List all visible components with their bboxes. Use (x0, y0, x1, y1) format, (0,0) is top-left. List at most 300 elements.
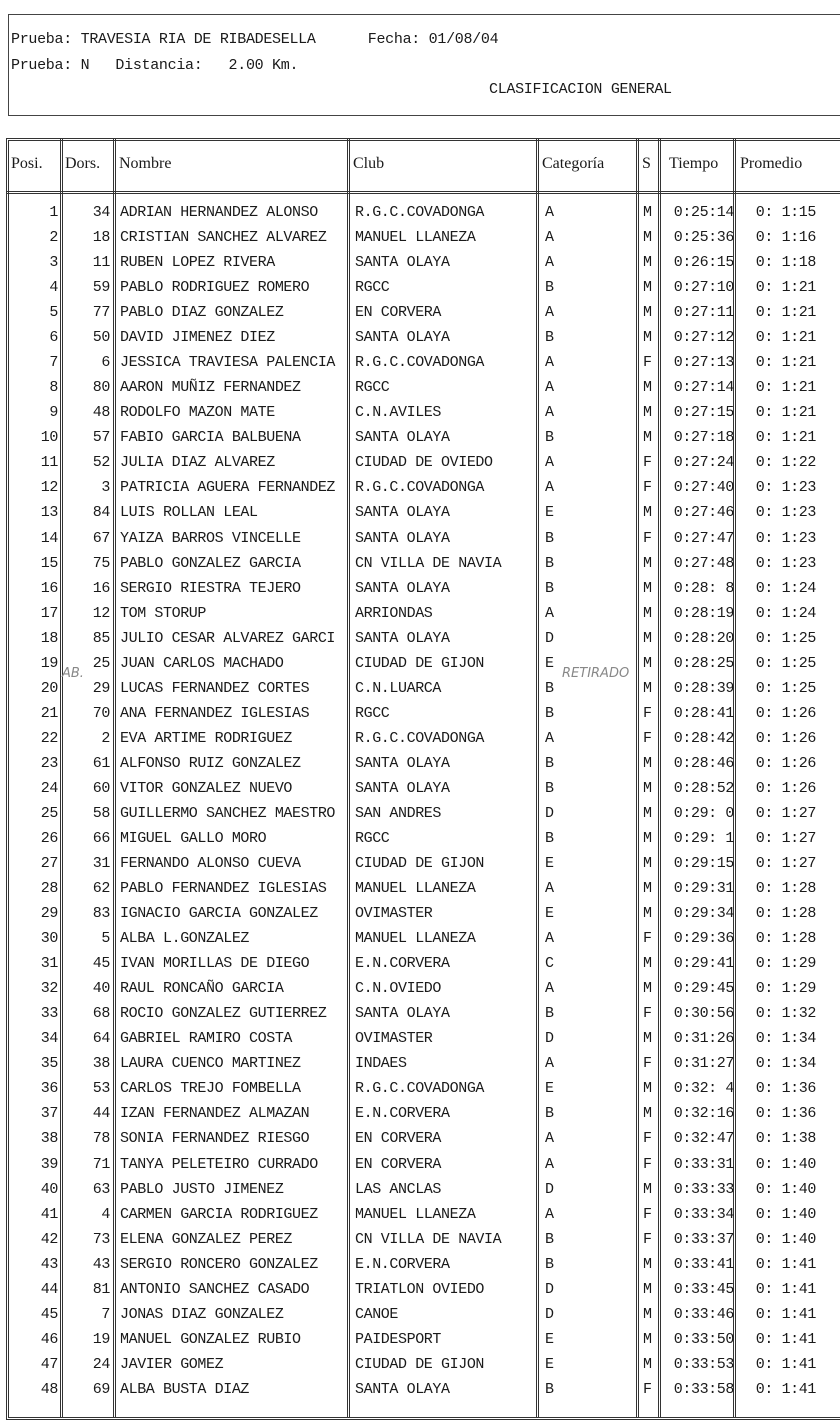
classification-title: CLASIFICACION GENERAL (489, 81, 672, 98)
cell-club: R.G.C.COVADONGA (355, 354, 485, 372)
cell-club: CN VILLA DE NAVIA (355, 554, 502, 572)
cell-bib: 57 (92, 429, 110, 447)
cell-name: DAVID JIMENEZ DIEZ (120, 329, 275, 347)
cell-pace: 0: 1:32 (755, 1005, 816, 1023)
cell-pace: 0: 1:24 (755, 579, 816, 597)
cell-name: FERNANDO ALONSO CUEVA (120, 855, 301, 873)
cell-position: 37 (40, 1105, 58, 1123)
table-row (0, 504, 840, 529)
cell-sex: M (643, 254, 652, 272)
cell-category: A (545, 604, 554, 622)
table-row (0, 1206, 840, 1231)
cell-sex: F (643, 354, 652, 372)
document-header (8, 14, 840, 116)
cell-club: C.N.LUARCA (355, 679, 442, 697)
cell-category: A (545, 1205, 554, 1223)
cell-club: SANTA OLAYA (355, 429, 450, 447)
table-row (0, 1156, 840, 1181)
cell-position: 12 (40, 479, 58, 497)
cell-sex: F (643, 454, 652, 472)
cell-position: 46 (40, 1330, 58, 1348)
cell-position: 22 (40, 729, 58, 747)
table-row (0, 229, 840, 254)
cell-bib: 58 (92, 804, 110, 822)
cell-club: SANTA OLAYA (355, 779, 450, 797)
cell-club: SAN ANDRES (355, 804, 442, 822)
cell-sex: M (643, 379, 652, 397)
cell-club: EN CORVERA (355, 1155, 442, 1173)
cell-bib: 4 (101, 1205, 110, 1223)
cell-time: 0:28:52 (673, 779, 734, 797)
handwritten-note: RETIRADO (562, 666, 630, 681)
cell-time: 0:27:11 (673, 304, 734, 322)
cell-time: 0:26:15 (673, 254, 734, 272)
cell-sex: F (643, 729, 652, 747)
cell-category: A (545, 229, 554, 247)
cell-pace: 0: 1:18 (755, 254, 816, 272)
cell-sex: F (643, 1230, 652, 1248)
cell-name: RODOLFO MAZON MATE (120, 404, 275, 422)
cell-category: D (545, 1030, 554, 1048)
cell-bib: 2 (101, 729, 110, 747)
cell-position: 15 (40, 554, 58, 572)
cell-pace: 0: 1:34 (755, 1030, 816, 1048)
cell-pace: 0: 1:22 (755, 454, 816, 472)
cell-bib: 62 (92, 880, 110, 898)
cell-time: 0:29:15 (673, 855, 734, 873)
cell-club: R.G.C.COVADONGA (355, 1080, 485, 1098)
cell-time: 0:28:19 (673, 604, 734, 622)
cell-sex: M (643, 779, 652, 797)
cell-club: INDAES (355, 1055, 407, 1073)
table-row (0, 730, 840, 755)
cell-club: C.N.OVIEDO (355, 980, 442, 998)
cell-pace: 0: 1:41 (755, 1255, 816, 1273)
cell-pace: 0: 1:29 (755, 980, 816, 998)
cell-bib: 83 (92, 905, 110, 923)
cell-sex: M (643, 579, 652, 597)
cell-pace: 0: 1:23 (755, 554, 816, 572)
cell-position: 14 (40, 529, 58, 547)
col-header-categoria: Categoría (542, 155, 605, 172)
cell-pace: 0: 1:16 (755, 229, 816, 247)
cell-pace: 0: 1:24 (755, 604, 816, 622)
cell-time: 0:33:34 (673, 1205, 734, 1223)
cell-category: E (545, 1355, 554, 1373)
cell-bib: 7 (101, 1305, 110, 1323)
cell-pace: 0: 1:27 (755, 855, 816, 873)
cell-category: A (545, 204, 554, 221)
cell-pace: 0: 1:23 (755, 529, 816, 547)
cell-sex: M (643, 604, 652, 622)
cell-bib: 81 (92, 1280, 110, 1298)
cell-position: 26 (40, 830, 58, 847)
cell-position: 36 (40, 1080, 58, 1098)
cell-category: D (545, 1180, 554, 1198)
cell-name: PABLO GONZALEZ GARCIA (120, 554, 301, 572)
cell-position: 44 (40, 1280, 58, 1298)
cell-name: FABIO GARCIA BALBUENA (120, 429, 301, 447)
cell-name: MIGUEL GALLO MORO (120, 830, 267, 847)
cell-pace: 0: 1:25 (755, 629, 816, 647)
cell-bib: 18 (92, 229, 110, 247)
cell-category: C (545, 955, 554, 973)
cell-position: 21 (40, 704, 58, 722)
cell-sex: M (643, 654, 652, 672)
cell-pace: 0: 1:25 (755, 679, 816, 697)
cell-bib: 60 (92, 779, 110, 797)
cell-category: A (545, 479, 554, 497)
cell-sex: M (643, 905, 652, 923)
table-row (0, 1105, 840, 1130)
cell-category: A (545, 1055, 554, 1073)
col-header-dors: Dors. (65, 155, 101, 172)
cell-time: 0:33:41 (673, 1255, 734, 1273)
cell-club: LAS ANCLAS (355, 1180, 442, 1198)
cell-time: 0:33:58 (673, 1380, 734, 1398)
cell-pace: 0: 1:21 (755, 354, 816, 372)
cell-club: RGCC (355, 279, 390, 297)
cell-category: B (545, 1255, 554, 1273)
cell-club: C.N.AVILES (355, 404, 442, 422)
table-row (0, 454, 840, 479)
cell-name: EVA ARTIME RODRIGUEZ (120, 729, 293, 747)
cell-category: B (545, 279, 554, 297)
cell-sex: F (643, 1055, 652, 1073)
cell-name: ROCIO GONZALEZ GUTIERREZ (120, 1005, 327, 1023)
cell-time: 0:32:16 (673, 1105, 734, 1123)
cell-time: 0:27:10 (673, 279, 734, 297)
cell-bib: 73 (92, 1230, 110, 1248)
cell-sex: M (643, 679, 652, 697)
table-row (0, 1306, 840, 1331)
cell-time: 0:27:40 (673, 479, 734, 497)
cell-name: ALBA L.GONZALEZ (120, 930, 250, 948)
cell-position: 45 (40, 1305, 58, 1323)
cell-name: ANA FERNANDEZ IGLESIAS (120, 704, 310, 722)
cell-club: SANTA OLAYA (355, 504, 450, 522)
cell-sex: M (643, 404, 652, 422)
table-row (0, 955, 840, 980)
table-row (0, 855, 840, 880)
cell-time: 0:27:48 (673, 554, 734, 572)
table-row (0, 1331, 840, 1356)
cell-name: ADRIAN HERNANDEZ ALONSO (120, 204, 318, 221)
cell-bib: 77 (92, 304, 110, 322)
table-row (0, 1055, 840, 1080)
cell-name: ALBA BUSTA DIAZ (120, 1380, 250, 1398)
cell-position: 11 (40, 454, 58, 472)
cell-pace: 0: 1:38 (755, 1130, 816, 1148)
table-row (0, 680, 840, 705)
cell-name: CARMEN GARCIA RODRIGUEZ (120, 1205, 318, 1223)
cell-sex: M (643, 1030, 652, 1048)
cell-category: B (545, 704, 554, 722)
cell-bib: 69 (92, 1380, 110, 1398)
table-row (0, 1030, 840, 1055)
cell-time: 0:28:41 (673, 704, 734, 722)
cell-category: B (545, 779, 554, 797)
cell-bib: 63 (92, 1180, 110, 1198)
cell-club: OVIMASTER (355, 1030, 433, 1048)
cell-sex: M (643, 1305, 652, 1323)
cell-category: E (545, 654, 554, 672)
cell-time: 0:27:18 (673, 429, 734, 447)
table-row (0, 1231, 840, 1256)
cell-time: 0:29:31 (673, 880, 734, 898)
cell-time: 0:27:46 (673, 504, 734, 522)
cell-pace: 0: 1:28 (755, 880, 816, 898)
cell-sex: M (643, 329, 652, 347)
col-header-tiempo: Tiempo (669, 155, 719, 172)
cell-pace: 0: 1:29 (755, 955, 816, 973)
cell-name: JAVIER GOMEZ (120, 1355, 224, 1373)
cell-name: CARLOS TREJO FOMBELLA (120, 1080, 301, 1098)
cell-club: RGCC (355, 704, 390, 722)
cell-bib: 34 (92, 204, 110, 221)
cell-bib: 19 (92, 1330, 110, 1348)
cell-pace: 0: 1:41 (755, 1305, 816, 1323)
cell-sex: M (643, 304, 652, 322)
cell-bib: 59 (92, 279, 110, 297)
cell-pace: 0: 1:27 (755, 804, 816, 822)
cell-bib: 40 (92, 980, 110, 998)
table-row (0, 930, 840, 955)
col-header-club: Club (353, 155, 385, 172)
cell-time: 0:25:36 (673, 229, 734, 247)
cell-bib: 16 (92, 579, 110, 597)
handwritten-note: AB. (62, 666, 84, 681)
cell-pace: 0: 1:21 (755, 379, 816, 397)
cell-bib: 70 (92, 704, 110, 722)
cell-bib: 3 (101, 479, 110, 497)
cell-sex: M (643, 754, 652, 772)
cell-name: IGNACIO GARCIA GONZALEZ (120, 905, 318, 923)
table-row (0, 1381, 840, 1406)
cell-club: CIUDAD DE GIJON (355, 654, 485, 672)
cell-position: 43 (40, 1255, 58, 1273)
cell-category: A (545, 379, 554, 397)
cell-sex: M (643, 229, 652, 247)
cell-pace: 0: 1:26 (755, 729, 816, 747)
cell-club: SANTA OLAYA (355, 529, 450, 547)
table-row (0, 354, 840, 379)
table-row (0, 1256, 840, 1281)
cell-time: 0:28:25 (673, 654, 734, 672)
cell-sex: F (643, 529, 652, 547)
cell-position: 16 (40, 579, 58, 597)
cell-sex: F (643, 1155, 652, 1173)
cell-position: 17 (40, 604, 58, 622)
cell-time: 0:28:46 (673, 754, 734, 772)
table-row (0, 705, 840, 730)
cell-sex: M (643, 1280, 652, 1298)
cell-category: A (545, 980, 554, 998)
cell-bib: 84 (92, 504, 110, 522)
cell-position: 3 (49, 254, 58, 272)
cell-name: SERGIO RONCERO GONZALEZ (120, 1255, 318, 1273)
cell-bib: 44 (92, 1105, 110, 1123)
cell-club: MANUEL LLANEZA (355, 1205, 476, 1223)
cell-bib: 68 (92, 1005, 110, 1023)
cell-sex: M (643, 554, 652, 572)
cell-club: SANTA OLAYA (355, 329, 450, 347)
cell-position: 20 (40, 679, 58, 697)
cell-time: 0:33:31 (673, 1155, 734, 1173)
cell-sex: F (643, 1005, 652, 1023)
cell-pace: 0: 1:25 (755, 654, 816, 672)
cell-club: SANTA OLAYA (355, 579, 450, 597)
cell-category: E (545, 1080, 554, 1098)
table-row (0, 1130, 840, 1155)
cell-position: 38 (40, 1130, 58, 1148)
cell-pace: 0: 1:40 (755, 1205, 816, 1223)
table-row (0, 530, 840, 555)
cell-position: 34 (40, 1030, 58, 1048)
cell-sex: F (643, 1130, 652, 1148)
cell-time: 0:30:56 (673, 1005, 734, 1023)
cell-pace: 0: 1:26 (755, 779, 816, 797)
cell-pace: 0: 1:40 (755, 1155, 816, 1173)
cell-club: E.N.CORVERA (355, 1105, 450, 1123)
cell-position: 7 (49, 354, 58, 372)
cell-category: A (545, 304, 554, 322)
cell-name: LUCAS FERNANDEZ CORTES (120, 679, 310, 697)
cell-bib: 78 (92, 1130, 110, 1148)
cell-name: LAURA CUENCO MARTINEZ (120, 1055, 301, 1073)
cell-time: 0:29:45 (673, 980, 734, 998)
cell-category: A (545, 254, 554, 272)
cell-sex: M (643, 629, 652, 647)
cell-time: 0:33:53 (673, 1355, 734, 1373)
cell-category: A (545, 930, 554, 948)
table-row (0, 830, 840, 855)
cell-category: A (545, 354, 554, 372)
cell-club: EN CORVERA (355, 1130, 442, 1148)
cell-category: B (545, 1005, 554, 1023)
cell-bib: 50 (92, 329, 110, 347)
cell-pace: 0: 1:26 (755, 754, 816, 772)
cell-position: 35 (40, 1055, 58, 1073)
cell-club: CANOE (355, 1305, 399, 1323)
table-row (0, 630, 840, 655)
cell-bib: 71 (92, 1155, 110, 1173)
cell-name: IVAN MORILLAS DE DIEGO (120, 955, 310, 973)
cell-category: B (545, 554, 554, 572)
distance-line: Prueba: N Distancia: 2.00 Km. (11, 57, 299, 74)
cell-position: 10 (40, 429, 58, 447)
table-row (0, 254, 840, 279)
cell-position: 9 (49, 404, 58, 422)
cell-category: B (545, 1380, 554, 1398)
cell-club: SANTA OLAYA (355, 1005, 450, 1023)
cell-category: B (545, 529, 554, 547)
cell-category: B (545, 329, 554, 347)
cell-pace: 0: 1:21 (755, 404, 816, 422)
cell-time: 0:27:47 (673, 529, 734, 547)
cell-club: SANTA OLAYA (355, 1380, 450, 1398)
cell-name: VITOR GONZALEZ NUEVO (120, 779, 293, 797)
cell-sex: M (643, 1180, 652, 1198)
cell-sex: M (643, 880, 652, 898)
cell-bib: 61 (92, 754, 110, 772)
cell-name: JONAS DIAZ GONZALEZ (120, 1305, 284, 1323)
cell-time: 0:32:47 (673, 1130, 734, 1148)
cell-category: D (545, 1305, 554, 1323)
cell-name: PABLO DIAZ GONZALEZ (120, 304, 284, 322)
cell-bib: 29 (92, 679, 110, 697)
cell-time: 0:27:12 (673, 329, 734, 347)
event-line: Prueba: TRAVESIA RIA DE RIBADESELLA Fecha: 01/08/04 (11, 31, 499, 48)
cell-category: A (545, 1130, 554, 1148)
cell-pace: 0: 1:23 (755, 479, 816, 497)
cell-name: RAUL RONCAÑO GARCIA (120, 980, 284, 998)
cell-pace: 0: 1:41 (755, 1355, 816, 1373)
cell-bib: 31 (92, 855, 110, 873)
cell-pace: 0: 1:21 (755, 279, 816, 297)
cell-category: E (545, 504, 554, 522)
cell-position: 23 (40, 754, 58, 772)
cell-time: 0:32: 4 (673, 1080, 734, 1098)
table-row (0, 204, 840, 229)
cell-name: RUBEN LOPEZ RIVERA (120, 254, 275, 272)
cell-time: 0:29:36 (673, 930, 734, 948)
cell-category: B (545, 429, 554, 447)
cell-name: PABLO RODRIGUEZ ROMERO (120, 279, 310, 297)
cell-pace: 0: 1:40 (755, 1230, 816, 1248)
cell-sex: M (643, 1105, 652, 1123)
table-row (0, 580, 840, 605)
cell-time: 0:33:33 (673, 1180, 734, 1198)
cell-pace: 0: 1:27 (755, 830, 816, 847)
cell-bib: 25 (92, 654, 110, 672)
cell-name: ELENA GONZALEZ PEREZ (120, 1230, 293, 1248)
table-row (0, 429, 840, 454)
cell-bib: 12 (92, 604, 110, 622)
cell-club: ARRIONDAS (355, 604, 433, 622)
cell-club: OVIMASTER (355, 905, 433, 923)
cell-category: A (545, 1155, 554, 1173)
cell-position: 42 (40, 1230, 58, 1248)
cell-club: R.G.C.COVADONGA (355, 729, 485, 747)
cell-club: EN CORVERA (355, 304, 442, 322)
cell-bib: 24 (92, 1355, 110, 1373)
cell-bib: 53 (92, 1080, 110, 1098)
cell-sex: M (643, 1355, 652, 1373)
cell-bib: 64 (92, 1030, 110, 1048)
cell-club: MANUEL LLANEZA (355, 930, 476, 948)
table-row (0, 404, 840, 429)
cell-category: A (545, 454, 554, 472)
cell-pace: 0: 1:28 (755, 905, 816, 923)
cell-position: 41 (40, 1205, 58, 1223)
cell-position: 4 (49, 279, 58, 297)
cell-name: MANUEL GONZALEZ RUBIO (120, 1330, 301, 1348)
cell-time: 0:27:14 (673, 379, 734, 397)
header-divider (6, 191, 840, 194)
cell-position: 48 (40, 1380, 58, 1398)
cell-category: B (545, 830, 554, 847)
cell-pace: 0: 1:41 (755, 1280, 816, 1298)
cell-time: 0:27:24 (673, 454, 734, 472)
cell-pace: 0: 1:21 (755, 329, 816, 347)
cell-name: LUIS ROLLAN LEAL (120, 504, 258, 522)
table-row (0, 1356, 840, 1381)
cell-position: 24 (40, 779, 58, 797)
cell-name: GABRIEL RAMIRO COSTA (120, 1030, 293, 1048)
cell-bib: 67 (92, 529, 110, 547)
cell-sex: F (643, 930, 652, 948)
